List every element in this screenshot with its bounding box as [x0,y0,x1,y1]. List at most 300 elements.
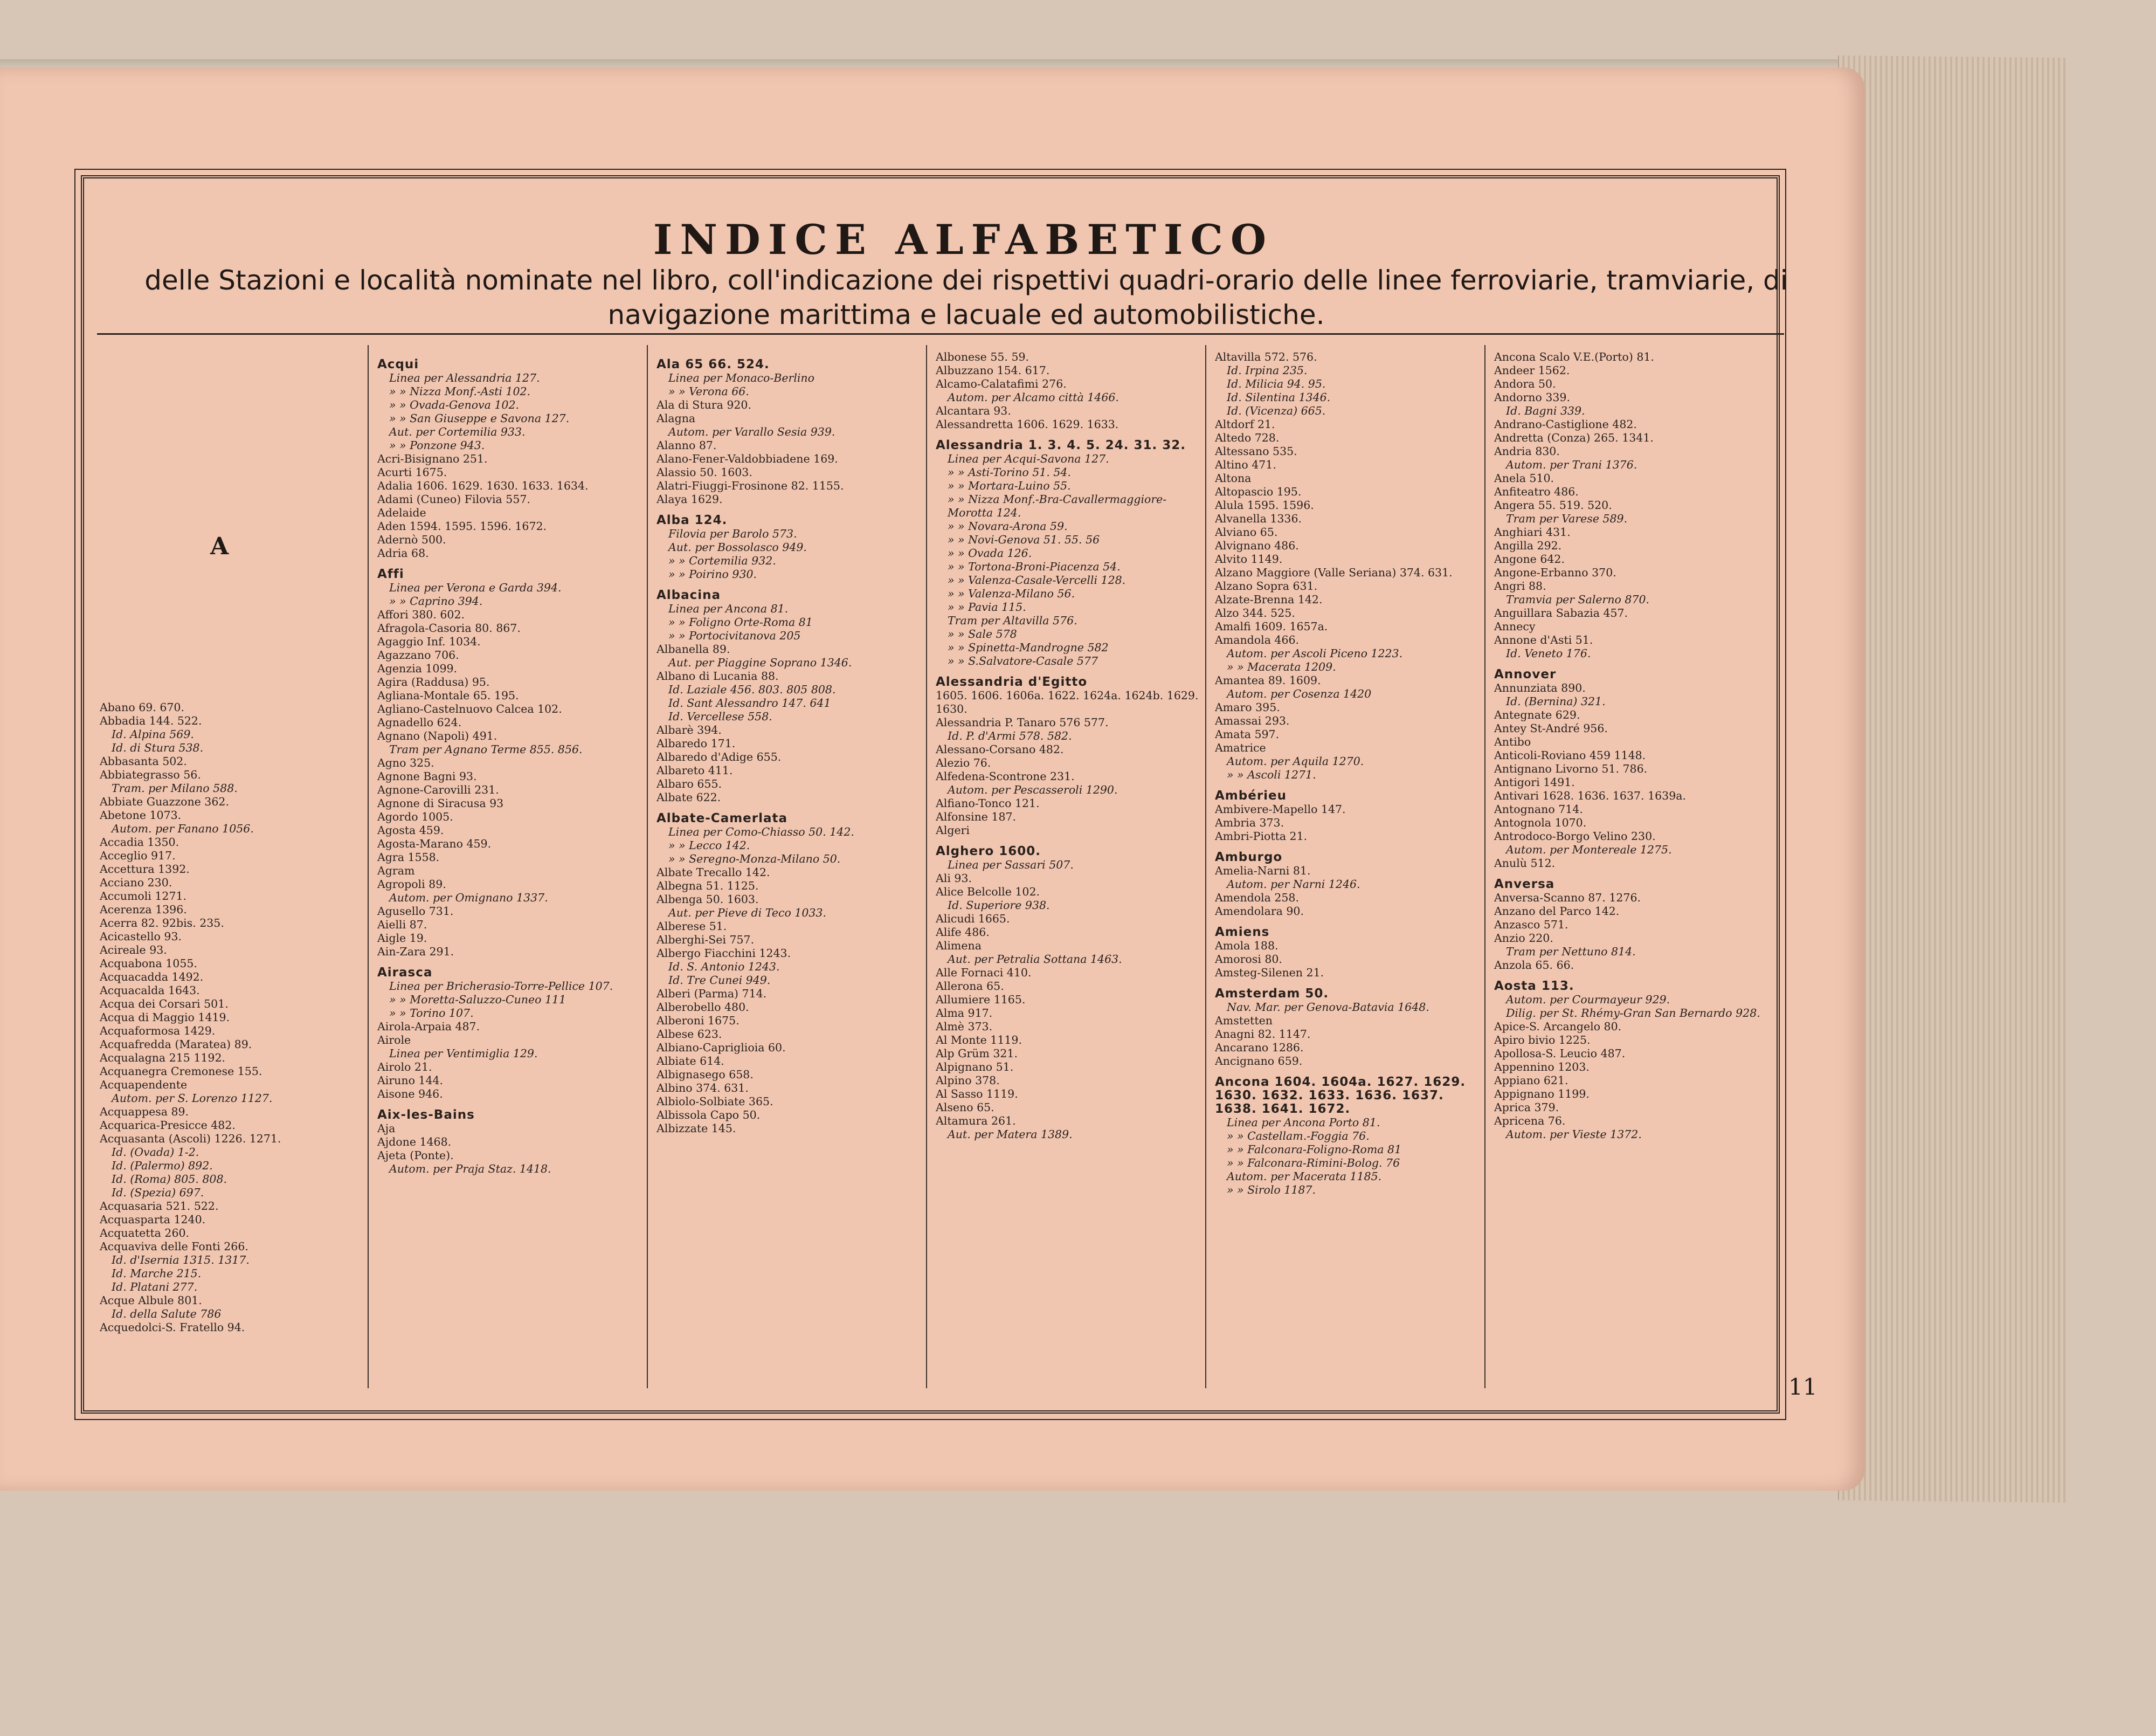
index-entry: » » Cortemilia 932. [668,554,776,567]
index-entry: Albiate 614. [657,1055,724,1067]
index-entry: Agram [377,864,415,877]
header-rule [97,333,1784,335]
index-entry: Appignano 1199. [1494,1087,1590,1100]
index-entry: Id. Laziale 456. 803. 805 808. [668,683,836,696]
index-entry: Agnone Bagni 93. [377,770,477,783]
index-entry: Linea per Ancona Porto 81. [1227,1116,1380,1129]
index-entry: Linea per Monaco-Berlino [668,371,814,384]
index-entry: Alma 917. [936,1007,993,1019]
index-entry: » » Foligno Orte-Roma 81 [668,616,813,629]
index-entry: Alle Fornaci 410. [936,966,1032,979]
index-entry: Albate-Camerlata [657,811,788,825]
index-entry: » » S.Salvatore-Casale 577 [948,655,1098,667]
index-entry: » » Asti-Torino 51. 54. [948,466,1071,479]
index-entry: Agnadello 624. [377,716,462,729]
index-entry: Antey St-André 956. [1494,722,1608,735]
index-entry: Antigori 1491. [1494,776,1575,789]
index-entry: Ancarano 1286. [1215,1041,1304,1054]
index-entry: Alfonsine 187. [936,810,1017,823]
index-entry: Andretta (Conza) 265. 1341. [1494,431,1654,444]
index-entry: Tram per Nettuno 814. [1506,945,1636,958]
index-entry: Alberobello 480. [657,1001,749,1014]
index-entry: Angera 55. 519. 520. [1494,499,1612,512]
index-entry: Id. Marche 215. [112,1267,202,1280]
index-entry: Autom. per Montereale 1275. [1506,843,1672,856]
index-entry: Allerona 65. [936,980,1004,993]
index-entry: Adria 68. [377,547,429,560]
index-entry: Linea per Ancona 81. [668,602,789,615]
index-entry: Autom. per Macerata 1185. [1227,1170,1382,1183]
index-entry: Alfiano-Tonco 121. [936,797,1040,810]
index-entry: Id. della Salute 786 [112,1307,222,1320]
index-entry: Id. Irpina 235. [1227,364,1308,377]
index-entry: Linea per Acqui-Savona 127. [948,452,1109,465]
index-entry: Acri-Bisignano 251. [377,452,488,465]
index-entry: » » Nizza Monf.-Bra-Cavallermaggiore-Morotta 124. [948,493,1167,519]
index-entry: Albaro 655. [657,777,722,790]
index-entry: Almè 373. [936,1020,993,1033]
index-entry: Id. Vercellese 558. [668,710,772,723]
index-entry: Acquacadda 1492. [100,970,204,983]
index-entry: Appennino 1203. [1494,1060,1590,1073]
index-entry: Acqua di Maggio 1419. [100,1011,230,1024]
index-entry: » » Verona 66. [668,385,749,398]
index-entry: Aut. per Matera 1389. [948,1128,1073,1141]
index-entry: Acquanegra Cremonese 155. [100,1065,262,1078]
index-entry: Alberghi-Sei 757. [657,933,755,946]
index-entry: Agliana-Montale 65. 195. [377,689,519,702]
index-entry: » » Torino 107. [389,1007,474,1019]
index-entry: Autom. per Alcamo città 1466. [948,391,1119,404]
index-entry: Abbiategrasso 56. [100,768,201,781]
index-column-6 [1494,350,1764,1386]
index-entry: Ambivere-Mapello 147. [1215,803,1346,816]
index-entry: Altavilla 572. 576. [1215,350,1317,363]
index-entry: Alvito 1149. [1215,553,1283,566]
index-entry: Acquappesa 89. [100,1105,189,1118]
index-entry: Altessano 535. [1215,445,1297,458]
index-entry: Affori 380. 602. [377,608,465,621]
index-entry: Agropoli 89. [377,878,446,891]
index-entry: Amiens [1215,925,1270,939]
index-entry: Alp Grüm 321. [936,1047,1018,1060]
index-entry: Albate 622. [657,791,721,804]
index-entry: Autom. per Courmayeur 929. [1506,993,1670,1006]
index-entry: Alzate-Brenna 142. [1215,593,1323,606]
index-entry: Apricena 76. [1494,1114,1566,1127]
index-entry: Agra 1558. [377,851,440,864]
index-entry: Amandola 466. [1215,633,1300,646]
index-entry: Alagna [657,412,696,425]
index-entry: Acquaformosa 1429. [100,1024,216,1037]
index-entry: Airole [377,1034,411,1046]
index-entry: » » Novara-Arona 59. [948,520,1068,533]
index-entry: Ancignano 659. [1215,1055,1303,1067]
index-entry: Alcantara 93. [936,404,1011,417]
index-entry: Altedo 728. [1215,431,1280,444]
column-rule [926,345,927,1388]
index-entry: Acque Albule 801. [100,1294,202,1307]
index-entry: Autom. per S. Lorenzo 1127. [112,1092,273,1105]
index-entry: Acquabona 1055. [100,957,197,970]
index-entry: Id. Superiore 938. [948,899,1050,912]
index-entry: Id. Alpina 569. [112,728,194,741]
index-entry: Alicudi 1665. [936,912,1010,925]
index-entry: Autom. per Aquila 1270. [1227,755,1364,768]
index-entry: Anzola 65. 66. [1494,959,1574,972]
index-entry: » » Poirino 930. [668,568,757,581]
index-entry: Acciano 230. [100,876,172,889]
index-entry: Ajeta (Ponte). [377,1149,454,1162]
index-entry: Autom. per Cosenza 1420 [1227,687,1372,700]
index-title: INDICE ALFABETICO [653,216,1274,264]
index-entry: Altdorf 21. [1215,418,1275,431]
index-entry: Aielli 87. [377,918,427,931]
index-entry: Alanno 87. [657,439,717,452]
index-entry: Annunziata 890. [1494,681,1586,694]
index-entry: Albiolo-Solbiate 365. [657,1095,773,1108]
index-entry: Linea per Ventimiglia 129. [389,1047,538,1060]
index-entry: » » Ascoli 1271. [1227,768,1316,781]
index-entry: Alula 1595. 1596. [1215,499,1314,512]
index-entry: » » Novi-Genova 51. 55. 56 [948,533,1100,546]
index-entry: Id. Silentina 1346. [1227,391,1331,404]
index-entry: Alpino 378. [936,1074,1000,1087]
index-entry: Agnone-Carovilli 231. [377,783,499,796]
index-entry: Anulù 512. [1494,857,1556,870]
index-entry: Albuzzano 154. 617. [936,364,1050,377]
index-entry: Accadia 1350. [100,836,179,849]
section-letter: A [210,533,229,560]
index-entry: Anversa [1494,877,1555,891]
index-entry: Apice-S. Arcangelo 80. [1494,1020,1622,1033]
index-entry: Apiro bivio 1225. [1494,1034,1591,1046]
index-entry: Agazzano 706. [377,649,459,662]
index-entry: Andrano-Castiglione 482. [1494,418,1637,431]
index-entry: Antivari 1628. 1636. 1637. 1639a. [1494,789,1686,802]
index-entry: Alfedena-Scontrone 231. [936,770,1075,783]
index-entry: Nav. Mar. per Genova-Batavia 1648. [1227,1001,1429,1014]
index-entry: Alzo 344. 525. [1215,607,1295,619]
index-entry: Albissola Capo 50. [657,1108,761,1121]
index-entry: Dilig. per St. Rhémy-Gran San Bernardo 928. [1506,1007,1760,1019]
index-entry: Acquedolci-S. Fratello 94. [100,1321,245,1334]
index-entry: » » Portocivitanova 205 [668,629,801,642]
index-column-3 [657,350,926,1386]
column-rule [1205,345,1206,1388]
index-entry: Acurti 1675. [377,466,447,479]
column-rule [1484,345,1485,1388]
index-entry: Agaggio Inf. 1034. [377,635,481,648]
index-entry: Alviano 65. [1215,526,1278,539]
index-entry: 1605. 1606. 1606a. 1622. 1624a. 1624b. 1629. 1630. [936,689,1199,715]
index-entry: Amorosi 80. [1215,953,1282,966]
index-entry: Andorno 339. [1494,391,1570,404]
index-entry: Albizzate 145. [657,1122,736,1135]
index-entry: » » Castellam.-Foggia 76. [1227,1129,1370,1142]
index-entry: Autom. per Vieste 1372. [1506,1128,1642,1141]
index-entry: Amatrice [1215,741,1266,754]
index-entry: Abbadia 144. 522. [100,714,202,727]
index-entry: Ain-Zara 291. [377,945,454,958]
index-entry: Id. Veneto 176. [1506,647,1591,660]
index-entry: Angilla 292. [1494,539,1562,552]
index-entry: Alvanella 1336. [1215,512,1302,525]
index-entry: Autom. per Pescasseroli 1290. [948,783,1118,796]
index-entry: Algeri [936,824,970,837]
index-entry: Autom. per Fanano 1056. [112,822,254,835]
index-entry: Aut. per Piaggine Soprano 1346. [668,656,852,669]
index-entry: Linea per Alessandria 127. [389,371,540,384]
index-entry: Acqui [377,357,419,371]
index-entry: Id. (Vicenza) 665. [1227,404,1326,417]
index-entry: Alzano Sopra 631. [1215,580,1318,593]
index-entry: Amendolara 90. [1215,905,1304,918]
index-entry: Aix-les-Bains [377,1108,475,1122]
index-entry: » » Sale 578 [948,628,1017,640]
index-entry: Altino 471. [1215,458,1276,471]
index-entry: Airuno 144. [377,1074,444,1087]
index-entry: Albenga 50. 1603. [657,893,759,906]
index-entry: Acquarica-Presicce 482. [100,1119,236,1132]
index-entry: Amantea 89. 1609. [1215,674,1321,687]
index-entry: Alessandria P. Tanaro 576 577. [936,716,1109,729]
index-entry: » » Seregno-Monza-Milano 50. [668,852,841,865]
index-entry: Id. Milicia 94. 95. [1227,377,1326,390]
index-entry: Autom. per Trani 1376. [1506,458,1637,471]
index-entry: Agliano-Castelnuovo Calcea 102. [377,702,562,715]
index-entry: Annover [1494,667,1557,681]
index-entry: Accettura 1392. [100,863,190,876]
index-entry: Acquatetta 260. [100,1227,190,1239]
index-entry: » » San Giuseppe e Savona 127. [389,412,570,425]
index-entry: Acquacalda 1643. [100,984,200,997]
index-entry: Alberoni 1675. [657,1014,740,1027]
index-entry: » » Valenza-Milano 56. [948,587,1075,600]
index-column-5 [1215,350,1484,1386]
index-entry: Adalia 1606. 1629. 1630. 1633. 1634. [377,479,589,492]
index-entry: Acicastello 93. [100,930,182,943]
index-entry: Ali 93. [936,872,972,885]
page-edge-right [1838,56,2065,1503]
index-entry: Albegna 51. 1125. [657,879,759,892]
index-entry: Alcamo-Calatafimi 276. [936,377,1067,390]
index-entry: » » Sirolo 1187. [1227,1183,1316,1196]
index-entry: Ajdone 1468. [377,1135,452,1148]
index-entry: Al Monte 1119. [936,1034,1022,1046]
index-entry: Agosta 459. [377,824,444,837]
index-entry: Alba 124. [657,513,728,527]
index-entry: Acceglio 917. [100,849,176,862]
index-entry: Id. (Ovada) 1-2. [112,1146,199,1159]
index-entry: Linea per Bricherasio-Torre-Pellice 107. [389,980,613,993]
index-entry: Accumoli 1271. [100,890,187,903]
index-entry: Agusello 731. [377,905,454,918]
index-entry: Abano 69. 670. [100,701,184,714]
index-entry: Amsteg-Silenen 21. [1215,966,1324,979]
index-entry: Agno 325. [377,756,434,769]
index-entry: Anfiteatro 486. [1494,485,1579,498]
index-entry: Acerra 82. 92bis. 235. [100,917,224,929]
index-entry: Aisone 946. [377,1087,443,1100]
index-entry: Acireale 93. [100,943,167,956]
index-entry: Id. Sant Alessandro 147. 641 [668,697,831,709]
index-entry: » » Moretta-Saluzzo-Cuneo 111 [389,993,566,1006]
index-entry: Abbiate Guazzone 362. [100,795,229,808]
index-entry: Id. (Roma) 805. 808. [112,1173,227,1186]
index-entry: Id. Platani 277. [112,1280,198,1293]
index-entry: » » Macerata 1209. [1227,660,1336,673]
index-entry: Alessano-Corsano 482. [936,743,1064,756]
index-entry: Acquasanta (Ascoli) 1226. 1271. [100,1132,281,1145]
index-entry: Affi [377,567,404,581]
index-entry: Anzio 220. [1494,932,1553,945]
index-entry: Amola 188. [1215,939,1279,952]
index-entry: Angri 88. [1494,580,1546,593]
index-entry: » » Pavia 115. [948,601,1026,614]
index-entry: Alaya 1629. [657,493,723,506]
index-subtitle: delle Stazioni e località nominate nel libro, coll'indicazione dei rispettivi quadri-orario delle linee ferroviarie, tramviarie, di navigazione marittima e lacuale ed automobilistiche. [144,265,1788,330]
index-entry: Ala 65 66. 524. [657,357,770,371]
index-entry: Id. S. Antonio 1243. [668,960,780,973]
index-entry: Anticoli-Roviano 459 1148. [1494,749,1646,762]
index-entry: Amsterdam 50. [1215,987,1329,1001]
index-entry: Albignasego 658. [657,1068,754,1081]
index-entry: Alberese 51. [657,920,727,933]
index-entry: Antignano Livorno 51. 786. [1494,762,1648,775]
index-entry: » » Valenza-Casale-Vercelli 128. [948,574,1126,587]
index-entry: Alassio 50. 1603. [657,466,752,479]
index-entry: Alimena [936,939,982,952]
index-entry: Linea per Sassari 507. [948,858,1074,871]
index-column-2 [377,350,647,1386]
index-column-4 [936,350,1205,1386]
index-entry: Antrodoco-Borgo Velino 230. [1494,830,1656,843]
index-entry: Albiano-Capriglioia 60. [657,1041,786,1054]
index-entry: Id. (Spezia) 697. [112,1186,204,1199]
index-entry: » » Falconara-Rimini-Bolog. 76 [1227,1156,1400,1169]
index-entry: Albergo Fiacchini 1243. [657,947,791,960]
index-entry: Airasca [377,966,433,980]
page-number: 11 [1788,1374,1818,1400]
index-entry: Agordo 1005. [377,810,453,823]
index-entry: Acqualagna 215 1192. [100,1051,226,1064]
index-entry: Alezio 76. [936,756,991,769]
index-entry: Anghiari 431. [1494,526,1571,539]
index-entry: Anzano del Parco 142. [1494,905,1620,918]
index-entry: » » Spinetta-Mandrogne 582 [948,641,1109,654]
index-entry: Angone 642. [1494,553,1565,566]
index-entry: Tramvia per Salerno 870. [1506,593,1650,606]
index-entry: » » Nizza Monf.-Asti 102. [389,385,531,398]
index-entry: Anguillara Sabazia 457. [1494,607,1628,619]
index-entry: Airola-Arpaia 487. [377,1020,480,1033]
index-entry: Autom. per Varallo Sesia 939. [668,425,835,438]
index-entry: Autom. per Omignano 1337. [389,891,548,904]
index-entry: Aprica 379. [1494,1101,1559,1114]
index-entry: Aut. per Bossolasco 949. [668,541,807,554]
index-entry: Acerenza 1396. [100,903,187,916]
index-entry: Autom. per Narni 1246. [1227,878,1360,891]
index-entry: Adami (Cuneo) Filovia 557. [377,493,530,506]
index-entry: Filovia per Barolo 573. [668,527,797,540]
index-entry: Aosta 113. [1494,979,1574,993]
index-entry: Alpignano 51. [936,1060,1014,1073]
index-entry: Adernò 500. [377,533,446,546]
index-entry: Apollosa-S. Leucio 487. [1494,1047,1626,1060]
index-entry: Autom. per Ascoli Piceno 1223. [1227,647,1403,660]
index-entry: » » Ovada 126. [948,547,1032,560]
index-entry: Aigle 19. [377,932,427,945]
index-entry: » » Falconara-Foligno-Roma 81 [1227,1143,1402,1156]
index-entry: Id. Bagni 339. [1506,404,1585,417]
index-entry: Albacina [657,588,721,602]
index-entry: Annecy [1494,620,1536,633]
index-entry: Albate Trecallo 142. [657,866,770,879]
index-entry: Amburgo [1215,850,1283,864]
index-entry: Antognola 1070. [1494,816,1587,829]
index-entry: Id. d'Isernia 1315. 1317. [112,1253,250,1266]
index-entry: Amata 597. [1215,728,1280,741]
index-entry: Acqua dei Corsari 501. [100,997,229,1010]
index-entry: Id. (Bernina) 321. [1506,695,1606,708]
index-entry: Andeer 1562. [1494,364,1570,377]
index-entry: » » Caprino 394. [389,595,483,608]
index-entry: Agnone di Siracusa 93 [377,797,504,810]
index-entry: Alessandria d'Egitto [936,675,1088,689]
index-entry: Adelaide [377,506,426,519]
index-entry: » » Lecco 142. [668,839,750,852]
index-entry: Amendola 258. [1215,891,1299,904]
index-entry: Albese 623. [657,1028,722,1041]
index-entry: Alseno 65. [936,1101,994,1114]
index-entry: Anzasco 571. [1494,918,1568,931]
index-entry: Albonese 55. 59. [936,350,1029,363]
index-entry: Anela 510. [1494,472,1554,485]
index-entry: Andria 830. [1494,445,1560,458]
index-entry: Acquasaria 521. 522. [100,1200,219,1213]
index-entry: Agira (Raddusa) 95. [377,676,490,688]
index-entry: » » Tortona-Broni-Piacenza 54. [948,560,1121,573]
index-entry: Albareto 411. [657,764,733,777]
index-entry: Anversa-Scanno 87. 1276. [1494,891,1641,904]
index-entry: Abetone 1073. [100,809,182,822]
index-entry: Altona [1215,472,1252,485]
index-entry: Acquaviva delle Fonti 266. [100,1240,248,1253]
index-entry: Tram per Varese 589. [1506,512,1628,525]
index-entry: Albino 374. 631. [657,1081,749,1094]
index-entry: Aja [377,1122,396,1135]
index-entry: Alghero 1600. [936,844,1041,858]
index-entry: Anagni 82. 1147. [1215,1028,1311,1041]
index-entry: Agosta-Marano 459. [377,837,492,850]
index-entry: Alvignano 486. [1215,539,1299,552]
index-entry: Ala di Stura 920. [657,398,751,411]
index-entry: Altopascio 195. [1215,485,1302,498]
index-entry: Alberi (Parma) 714. [657,987,767,1000]
index-entry: Ambria 373. [1215,816,1284,829]
index-entry: Appiano 621. [1494,1074,1568,1087]
index-entry: Tram. per Milano 588. [112,782,238,795]
index-entry: Amassai 293. [1215,714,1290,727]
index-entry: Andora 50. [1494,377,1556,390]
column-rule [647,345,648,1388]
index-entry: Linea per Como-Chiasso 50. 142. [668,825,854,838]
index-entry: Alice Belcolle 102. [936,885,1040,898]
index-entry: Id. P. d'Armi 578. 582. [948,729,1072,742]
index-entry: Altamura 261. [936,1114,1016,1127]
index-entry: Amelia-Narni 81. [1215,864,1311,877]
